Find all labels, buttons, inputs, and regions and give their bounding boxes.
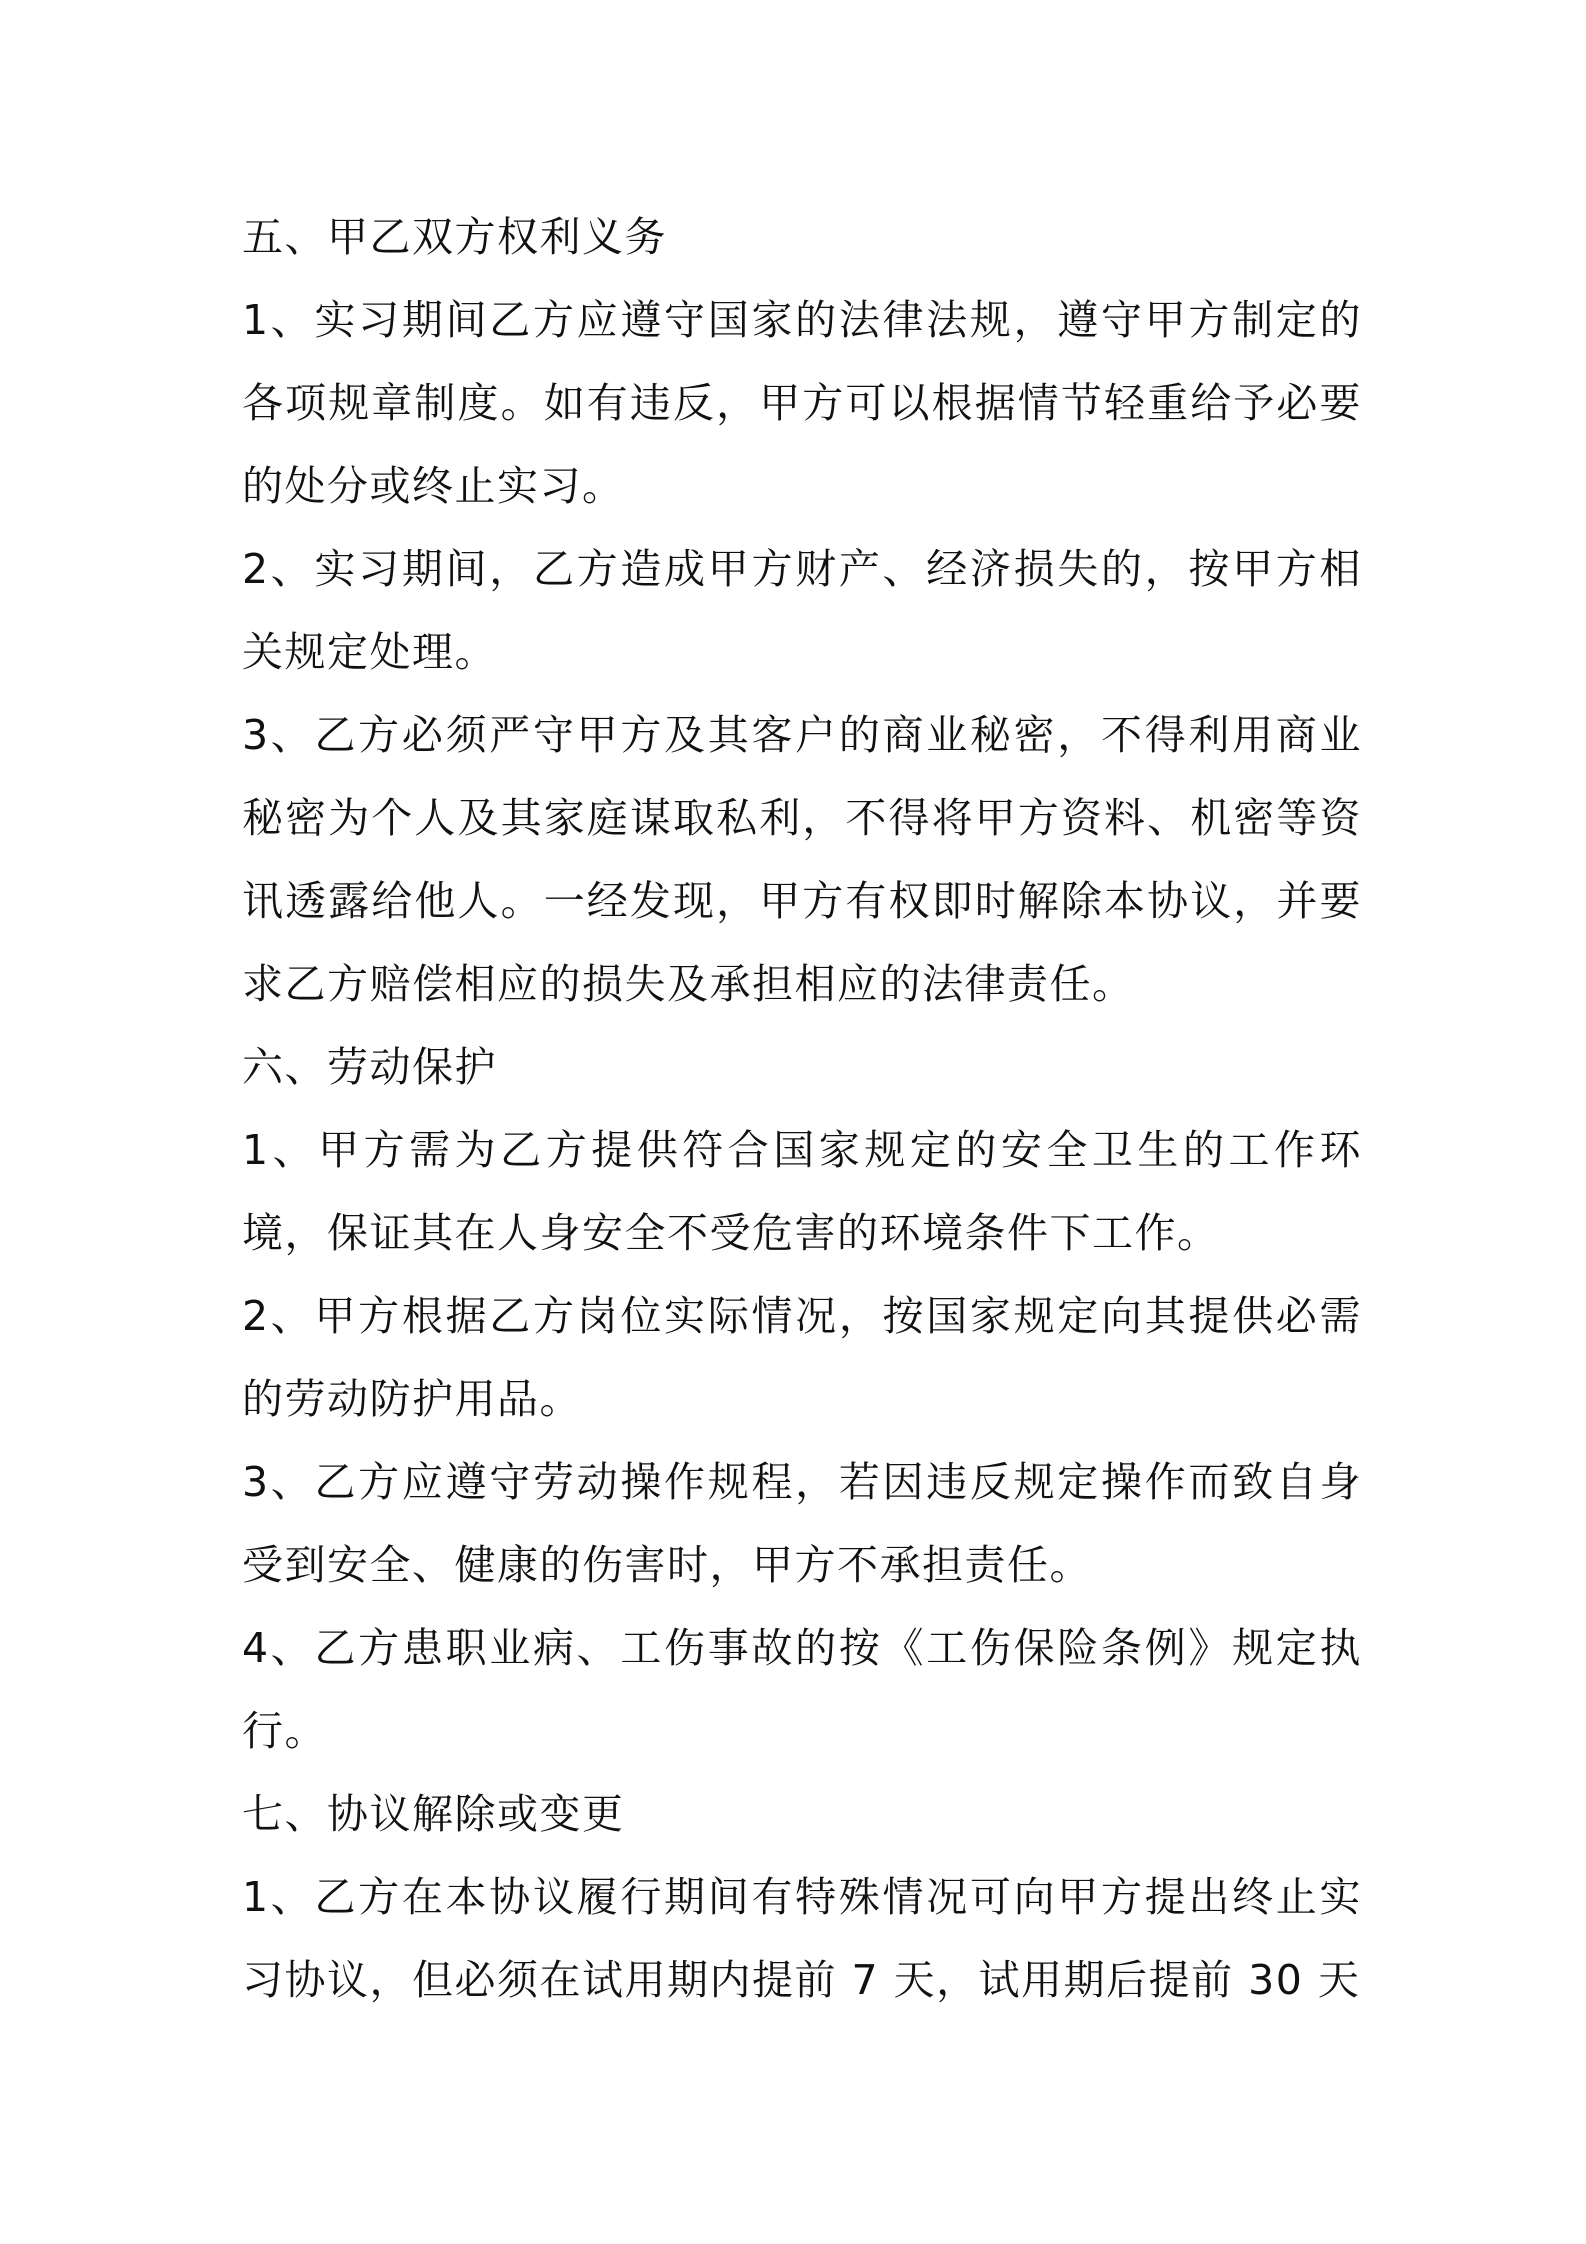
clause-6-4: 4、乙方患职业病、工伤事故的按《工伤保险条例》规定执行。 bbox=[242, 1624, 1362, 1755]
clause-7-1: 1、乙方在本协议履行期间有特殊情况可向甲方提出终止实习协议，但必须在试用期内提前 7 天，试用期后提前 30 天 bbox=[242, 1873, 1362, 2004]
clause-6-2: 2、甲方根据乙方岗位实际情况，按国家规定向其提供必需的劳动防护用品。 bbox=[242, 1292, 1362, 1423]
clause-5-3: 3、乙方必须严守甲方及其客户的商业秘密，不得利用商业秘密为个人及其家庭谋取私利，不得将甲方资料、机密等资讯透露给他人。一经发现，甲方有权即时解除本协议，并要求乙方赔偿相应的损失及承担相应的法律责任。 bbox=[242, 711, 1362, 1008]
section-heading-rights-obligations: 五、甲乙双方权利义务 bbox=[242, 213, 667, 261]
clause-5-1: 1、实习期间乙方应遵守国家的法律法规，遵守甲方制定的各项规章制度。如有违反，甲方可以根据情节轻重给予必要的处分或终止实习。 bbox=[242, 296, 1362, 510]
section-heading-labor-protection: 六、劳动保护 bbox=[242, 1043, 497, 1091]
clause-5-2: 2、实习期间，乙方造成甲方财产、经济损失的，按甲方相关规定处理。 bbox=[242, 545, 1362, 676]
document-body bbox=[242, 196, 1362, 2022]
clause-6-3: 3、乙方应遵守劳动操作规程，若因违反规定操作而致自身受到安全、健康的伤害时，甲方不承担责任。 bbox=[242, 1458, 1362, 1589]
section-heading-termination: 七、协议解除或变更 bbox=[242, 1790, 625, 1838]
clause-6-1: 1、甲方需为乙方提供符合国家规定的安全卫生的工作环境，保证其在人身安全不受危害的环境条件下工作。 bbox=[242, 1126, 1362, 1257]
